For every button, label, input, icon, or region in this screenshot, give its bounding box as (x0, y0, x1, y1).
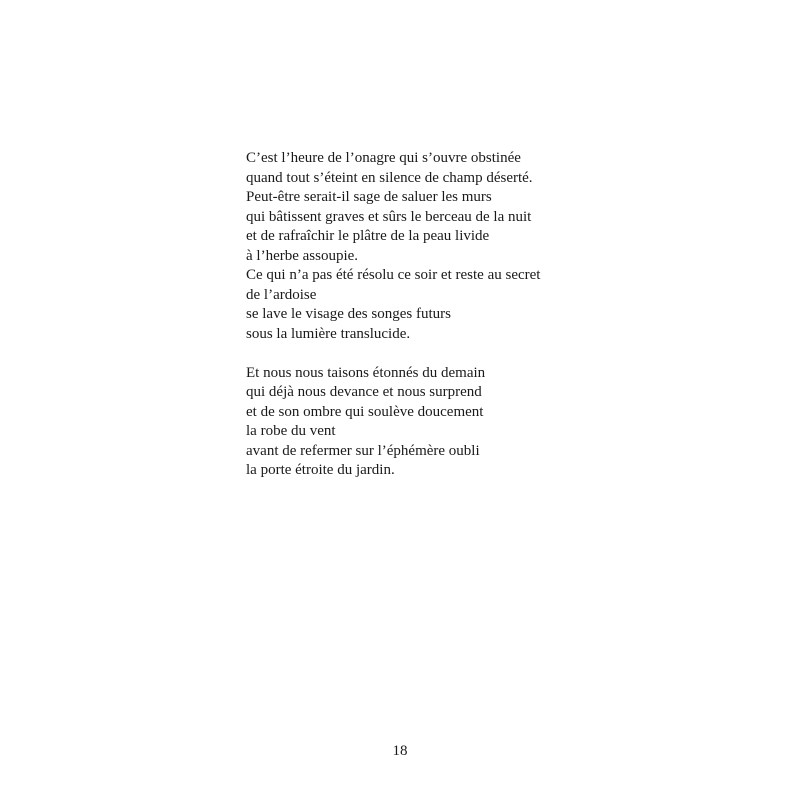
poem-line: C’est l’heure de l’onagre qui s’ouvre obstinée (246, 150, 521, 166)
poem-line: de l’ardoise (246, 286, 317, 303)
poem-line: la porte étroite du jardin. (246, 462, 395, 478)
poem-line: qui bâtissent graves et sûrs le berceau de la nuit (246, 208, 532, 225)
poem-line: la robe du vent (246, 423, 336, 439)
poem-line: quand tout s’éteint en silence de champ déserté. (246, 169, 533, 186)
poem-line: Ce qui n’a pas été résolu ce soir et reste au secret (246, 267, 541, 283)
poem-line: et de rafraîchir le plâtre de la peau livide (246, 228, 490, 244)
poem-line: Peut-être serait-il sage de saluer les murs (246, 189, 492, 205)
stanza-2 (246, 364, 586, 481)
poem-line: à l’herbe assoupie. (246, 247, 359, 264)
poem-line: qui déjà nous devance et nous surprend (246, 384, 482, 400)
poem-line: et de son ombre qui soulève doucement (246, 403, 484, 420)
poem-line: sous la lumière translucide. (246, 325, 411, 342)
page-number: 18 (392, 743, 408, 759)
stanza-1 (246, 149, 586, 344)
poem (246, 149, 586, 481)
poem-line: Et nous nous taisons étonnés du demain (246, 364, 486, 381)
poem-line: se lave le visage des songes futurs (246, 306, 451, 322)
poem-line: avant de refermer sur l’éphémère oubli (246, 442, 480, 459)
